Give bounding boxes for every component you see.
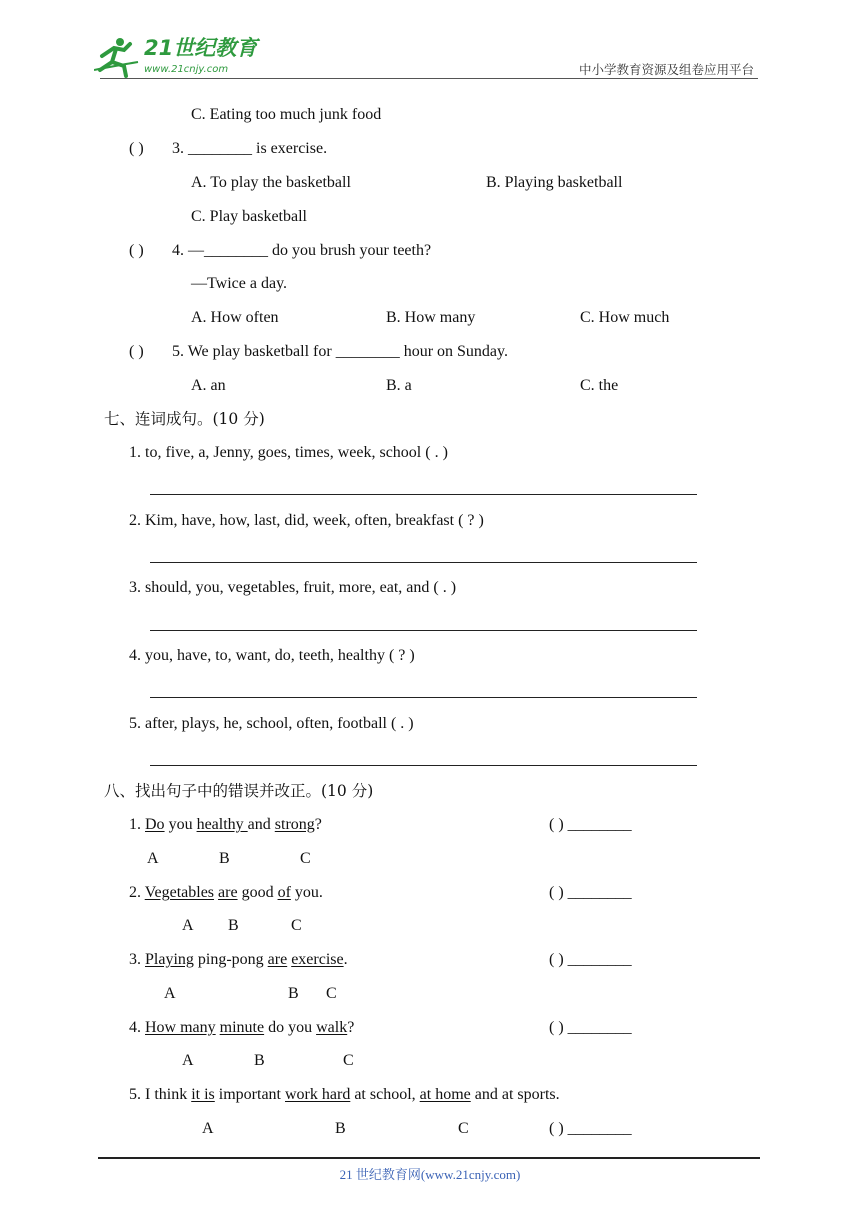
site-logo xyxy=(94,36,264,78)
s8-answer-1[interactable]: ( ) ________ xyxy=(549,816,632,833)
s8-1-letter-b: B xyxy=(219,850,230,867)
q3-paren: ( ) xyxy=(129,140,144,157)
s8-sentence-4: 4. How many minute do you walk? xyxy=(129,1019,355,1036)
s8-5-part-b: work hard xyxy=(285,1086,351,1103)
s7-answer-line-5[interactable] xyxy=(150,765,697,766)
s8-answer-3[interactable]: ( ) ________ xyxy=(549,951,632,968)
s7-answer-line-3[interactable] xyxy=(150,630,697,631)
s8-1-letter-c: C xyxy=(300,850,311,867)
s8-2-part-c: of xyxy=(277,884,291,901)
s8-3-part-a: Playing xyxy=(145,951,194,968)
s8-answer-5[interactable]: ( ) ________ xyxy=(549,1120,632,1137)
s8-4-letter-c: C xyxy=(343,1052,354,1069)
section8-title: 八、找出句子中的错误并改正。(10 分) xyxy=(104,782,374,800)
q4-text: 4. —________ do you brush your teeth? xyxy=(172,242,432,259)
s8-answer-4[interactable]: ( ) ________ xyxy=(549,1019,632,1036)
s8-3-part-b: are xyxy=(267,951,288,968)
s7-item-1: 1. to, five, a, Jenny, goes, times, week, school ( . ) xyxy=(129,444,448,461)
s7-item-4: 4. you, have, to, want, do, teeth, healthy ( ? ) xyxy=(129,647,415,664)
s8-5-part-a: it is xyxy=(191,1086,215,1103)
s8-sentence-3: 3. Playing ping-pong are exercise. xyxy=(129,951,348,968)
s8-1-letter-a: A xyxy=(147,850,159,867)
s8-2-letter-b: B xyxy=(228,917,239,934)
s8-5-letter-c: C xyxy=(458,1120,469,1137)
q4-option-b: B. How many xyxy=(386,309,476,326)
q4-reply: —Twice a day. xyxy=(191,275,288,292)
footer-link[interactable]: 21 世纪教育网(www.21cnjy.com) xyxy=(339,1167,521,1182)
s8-3-letter-b: B xyxy=(288,985,299,1002)
q5-option-c: C. the xyxy=(580,377,619,394)
q5-paren: ( ) xyxy=(129,343,144,360)
q3-option-b: B. Playing basketball xyxy=(486,174,623,191)
s8-4-part-c: walk xyxy=(316,1019,348,1036)
s8-3-letter-c: C xyxy=(326,985,337,1002)
q5-option-a: A. an xyxy=(191,377,226,394)
s8-5-letter-b: B xyxy=(335,1120,346,1137)
q2-option-c: C. Eating too much junk food xyxy=(191,106,382,123)
q4-option-a: A. How often xyxy=(191,309,279,326)
footer-divider xyxy=(98,1157,760,1159)
section7-title: 七、连词成句。(10 分) xyxy=(104,410,265,428)
s7-item-2: 2. Kim, have, how, last, did, week, often, breakfast ( ? ) xyxy=(129,512,484,529)
s8-5-part-c: at home xyxy=(419,1086,471,1103)
s8-1-part-b: healthy xyxy=(196,816,248,833)
header-tagline: 中小学教育资源及组卷应用平台 xyxy=(578,62,754,77)
s8-3-letter-a: A xyxy=(164,985,176,1002)
s8-4-part-b: minute xyxy=(219,1019,265,1036)
s8-2-letter-c: C xyxy=(291,917,302,934)
s7-item-5: 5. after, plays, he, school, often, football ( . ) xyxy=(129,715,414,732)
s7-answer-line-1[interactable] xyxy=(150,494,697,495)
s8-3-part-c: exercise xyxy=(291,951,344,968)
header-divider xyxy=(100,78,758,79)
q3-text: 3. ________ is exercise. xyxy=(172,140,328,157)
s8-5-letter-a: A xyxy=(202,1120,214,1137)
q3-option-c: C. Play basketball xyxy=(191,208,307,225)
q3-option-a: A. To play the basketball xyxy=(191,174,351,191)
s7-answer-line-2[interactable] xyxy=(150,562,697,563)
s8-sentence-2: 2. Vegetables are good of you. xyxy=(129,884,323,901)
s8-sentence-5: 5. I think it is important work hard at school, at home and at sports. xyxy=(129,1086,560,1103)
s8-1-part-a: Do xyxy=(145,816,165,833)
s8-2-letter-a: A xyxy=(182,917,194,934)
s8-answer-2[interactable]: ( ) ________ xyxy=(549,884,632,901)
s8-2-part-a: Vegetables xyxy=(144,884,215,901)
s8-sentence-1: 1. Do you healthy and strong? xyxy=(129,816,322,833)
s7-answer-line-4[interactable] xyxy=(150,697,697,698)
s8-4-letter-a: A xyxy=(182,1052,194,1069)
s8-4-letter-b: B xyxy=(254,1052,265,1069)
s8-2-part-b: are xyxy=(218,884,238,901)
q5-option-b: B. a xyxy=(386,377,412,394)
q4-option-c: C. How much xyxy=(580,309,670,326)
logo-url: www.21cnjy.com xyxy=(144,64,229,75)
s7-item-3: 3. should, you, vegetables, fruit, more, eat, and ( . ) xyxy=(129,579,457,596)
s8-1-part-c: strong xyxy=(274,816,315,833)
logo-text: 21世纪教育 xyxy=(144,36,258,60)
q4-paren: ( ) xyxy=(129,242,144,259)
s8-4-part-a: How many xyxy=(145,1019,216,1036)
q5-text: 5. We play basketball for ________ hour on Sunday. xyxy=(172,343,508,360)
